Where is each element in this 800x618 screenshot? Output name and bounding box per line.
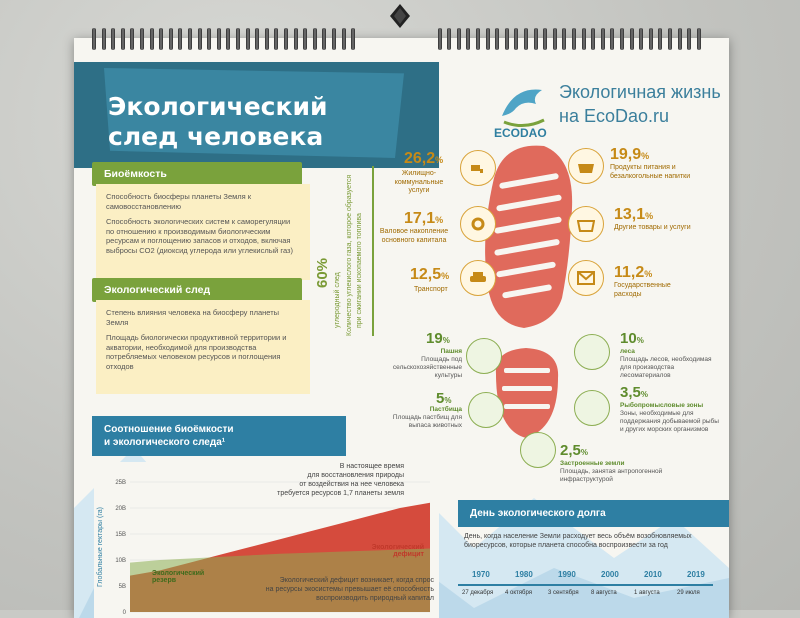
tree-icon	[574, 334, 610, 370]
ring	[169, 28, 173, 50]
page-title	[108, 92, 328, 152]
ring	[687, 28, 691, 50]
carbon-label-2: Количество углекислого газа, которое образуется	[346, 174, 353, 336]
ring	[649, 28, 653, 50]
timeline-date: 29 июля	[677, 590, 700, 596]
transport-label: Транспорт	[414, 286, 448, 293]
ring	[447, 28, 451, 50]
timeline-year: 1980	[515, 570, 533, 579]
ring	[255, 28, 259, 50]
forest-label	[620, 348, 720, 380]
government-label: Государственные расходы	[614, 282, 671, 298]
ring	[313, 28, 317, 50]
government-percent-unit: %	[644, 269, 653, 279]
capital-percent-unit: %	[435, 215, 444, 225]
carbon-bracket	[372, 166, 374, 336]
y-tick-label: 25В	[115, 480, 126, 486]
food-basket-icon	[568, 148, 604, 184]
food-percent-value: 19,9	[610, 146, 642, 163]
housing-percent	[404, 150, 443, 168]
ring	[332, 28, 336, 50]
title-line-1: Экологический	[108, 92, 328, 121]
shopping-basket-icon	[568, 206, 604, 242]
ring	[582, 28, 586, 50]
ratio-bottom-1: Экологический дефицит возникает, когда спрос	[279, 577, 434, 584]
ring	[553, 28, 557, 50]
ring	[610, 28, 614, 50]
biocapacity-heading: Биоёмкость	[92, 162, 302, 186]
timeline-year: 1990	[558, 570, 576, 579]
food-percent	[610, 146, 649, 164]
biocapacity-text-1: Способность биосферы планеты Земля к самовосстановлению	[106, 192, 252, 211]
y-tick-label: 0	[122, 610, 126, 616]
biocapacity-note	[96, 184, 310, 280]
ratio-bottom-2: на ресурсы экосистемы превышает её способность	[265, 586, 434, 593]
timeline-date: 1 августа	[634, 590, 660, 596]
debt-description: День, когда население Земли расходует весь объём возобновляемых биоресурсов, которые планета способна воспроизвести за год	[464, 533, 692, 549]
fish-title: Рыбопромысловые зоны	[620, 402, 704, 409]
envelope-icon	[568, 260, 604, 296]
site-line-2: на EcoDao.ru	[559, 106, 669, 126]
y-tick-label: 10В	[115, 558, 126, 564]
footprint-note	[96, 300, 310, 394]
forest-percent	[620, 330, 644, 347]
field-icon	[466, 338, 502, 374]
ring	[111, 28, 115, 50]
forest-percent-unit: %	[636, 336, 644, 345]
ring	[198, 28, 202, 50]
gears-icon	[460, 206, 496, 242]
timeline-date: 8 августа	[591, 590, 617, 596]
ring	[207, 28, 211, 50]
reserve-label: Экологический резерв	[152, 570, 205, 584]
ratio-bottom-3: воспроизводить природный капитал	[316, 595, 434, 602]
ring	[658, 28, 662, 50]
carbon-value: 60%	[314, 257, 331, 288]
housing-percent-value: 26,2	[404, 150, 436, 167]
logo-text: ECODAO	[494, 126, 547, 140]
arable-percent-unit: %	[442, 336, 450, 345]
calendar-rings	[92, 28, 712, 54]
timeline-line	[458, 584, 713, 586]
y-tick-label: 15В	[115, 532, 126, 538]
food-basket-glyph	[577, 158, 595, 174]
ring	[514, 28, 518, 50]
site-slogan	[559, 80, 721, 128]
gears-glyph	[469, 215, 487, 233]
ratio-bottom-note	[254, 576, 434, 603]
ring	[505, 28, 509, 50]
ring	[150, 28, 154, 50]
footprint-heading: Экологический след	[92, 278, 302, 302]
ratio-heading-1: Соотношение биоёмкости	[104, 424, 234, 435]
ring	[457, 28, 461, 50]
ring	[534, 28, 538, 50]
carbon-label-1: углеродный след	[334, 272, 341, 328]
pasture-percent-unit: %	[444, 396, 452, 405]
ring	[121, 28, 125, 50]
ring	[303, 28, 307, 50]
cow-icon	[468, 392, 504, 428]
ring	[630, 28, 634, 50]
pasture-label	[374, 406, 462, 430]
title-banner	[74, 62, 439, 168]
footprint-text-2: Площадь биологически продуктивной территории и акватории, необходимой для производства потребляемых человеком ресурсов и поглощения отходов	[106, 333, 287, 371]
carbon-label-3: при сжигании ископаемого топлива	[356, 213, 363, 328]
nail-icon	[386, 2, 414, 30]
built-percent-value: 2,5	[560, 442, 581, 459]
goods-percent-unit: %	[645, 211, 654, 221]
faucet-icon	[460, 150, 496, 186]
goods-label: Другие товары и услуги	[614, 224, 691, 231]
built-desc: Площадь, занятая антропогенной инфраструктурой	[560, 468, 663, 483]
ratio-note-1: В настоящее время	[339, 463, 404, 470]
transport-percent-value: 12,5	[410, 266, 442, 283]
built-percent-unit: %	[580, 448, 588, 457]
infographic-poster	[74, 38, 729, 618]
ratio-note-4: требуется ресурсов 1,7 планеты земля	[277, 490, 404, 497]
timeline-date: 4 октября	[505, 590, 532, 596]
ring	[476, 28, 480, 50]
goods-percent-value: 13,1	[614, 206, 646, 223]
ring	[620, 28, 624, 50]
y-axis-label: Глобальные гектары (га)	[97, 507, 104, 587]
shopping-basket-glyph	[577, 216, 595, 232]
pasture-title: Пастбища	[429, 406, 462, 413]
ratio-note-3: от воздействия на нее человека	[299, 481, 404, 488]
arable-title: Пашня	[440, 348, 462, 355]
ring	[217, 28, 221, 50]
food-label: Продукты питания и безалкогольные напитки	[610, 164, 691, 180]
ring	[543, 28, 547, 50]
housing-percent-unit: %	[435, 155, 444, 165]
ring	[524, 28, 528, 50]
government-percent-value: 11,2	[614, 264, 645, 281]
goods-percent	[614, 206, 653, 224]
ring	[236, 28, 240, 50]
ratio-heading-2: и экологического следа¹	[104, 437, 226, 448]
debt-heading: День экологического долга	[458, 500, 729, 527]
fish-percent	[620, 384, 648, 401]
ring	[486, 28, 490, 50]
timeline-year: 1970	[472, 570, 490, 579]
food-percent-unit: %	[641, 151, 650, 161]
ring	[226, 28, 230, 50]
fish-icon	[574, 390, 610, 426]
ratio-heading	[92, 416, 346, 456]
timeline-year: 2019	[687, 570, 705, 579]
ring	[438, 28, 442, 50]
ratio-note	[244, 462, 404, 498]
timeline-year: 2000	[601, 570, 619, 579]
ring	[351, 28, 355, 50]
timeline-year: 2010	[644, 570, 662, 579]
biocapacity-text-2: Способность экологических систем к саморегуляции по отношению к производимым биологическим ресурсам и поглощению запасов и отходов, включая выбросы CO2 (диоксид углерода или углекислый газ)	[106, 217, 293, 255]
ring	[342, 28, 346, 50]
forest-desc: Площадь лесов, необходимая для производства лесоматериалов	[620, 356, 712, 379]
pasture-percent-value: 5	[436, 390, 445, 407]
deficit-label: Экологический дефицит	[371, 544, 424, 558]
timeline-date: 3 сентября	[548, 590, 579, 596]
arable-desc: Площадь под сельскохозяйственные культуры	[392, 356, 462, 379]
footprint-text-1: Степень влияния человека на биосферу планеты Земля	[106, 308, 280, 327]
ring	[140, 28, 144, 50]
transport-percent-unit: %	[441, 271, 450, 281]
ring	[130, 28, 134, 50]
fish-desc: Зоны, необходимые для поддержания добываемой рыбы и других морских организмов	[620, 410, 719, 433]
ring	[466, 28, 470, 50]
ring	[668, 28, 672, 50]
capital-label: Валовое накопление основного капитала	[379, 228, 449, 244]
timeline-date: 27 декабря	[462, 590, 494, 596]
ring	[178, 28, 182, 50]
ring	[591, 28, 595, 50]
ring	[601, 28, 605, 50]
transport-percent	[410, 266, 449, 284]
arable-label	[374, 348, 462, 380]
car-glyph	[469, 271, 487, 285]
ring	[495, 28, 499, 50]
ring	[159, 28, 163, 50]
ring	[92, 28, 96, 50]
ring	[246, 28, 250, 50]
ratio-note-2: для восстановления природы	[307, 472, 404, 479]
ring	[188, 28, 192, 50]
government-percent	[614, 264, 652, 282]
y-tick-label: 5В	[118, 584, 126, 590]
arable-percent	[426, 330, 450, 347]
forest-title: леса	[620, 348, 635, 355]
envelope-glyph	[577, 271, 595, 285]
faucet-glyph	[469, 159, 487, 177]
ring	[562, 28, 566, 50]
ring	[678, 28, 682, 50]
ring	[697, 28, 701, 50]
fish-percent-value: 3,5	[620, 384, 641, 401]
site-line-1: Экологичная жизнь	[559, 82, 721, 102]
ring	[572, 28, 576, 50]
pasture-percent	[436, 390, 451, 407]
y-tick-label: 20В	[115, 506, 126, 512]
housing-label: Жилищно-коммунальные услуги	[394, 170, 444, 194]
fish-percent-unit: %	[640, 390, 648, 399]
title-line-2: след человека	[108, 122, 324, 151]
capital-percent	[404, 210, 443, 228]
pasture-desc: Площадь пастбищ для выпаса животных	[392, 414, 462, 429]
arable-percent-value: 19	[426, 330, 443, 347]
ring	[265, 28, 269, 50]
ring	[294, 28, 298, 50]
ring	[284, 28, 288, 50]
ring	[322, 28, 326, 50]
car-icon	[460, 260, 496, 296]
built-title: Застроенные земли	[560, 460, 625, 467]
ring	[274, 28, 278, 50]
ring	[639, 28, 643, 50]
capital-percent-value: 17,1	[404, 210, 436, 227]
ring	[102, 28, 106, 50]
forest-percent-value: 10	[620, 330, 637, 347]
